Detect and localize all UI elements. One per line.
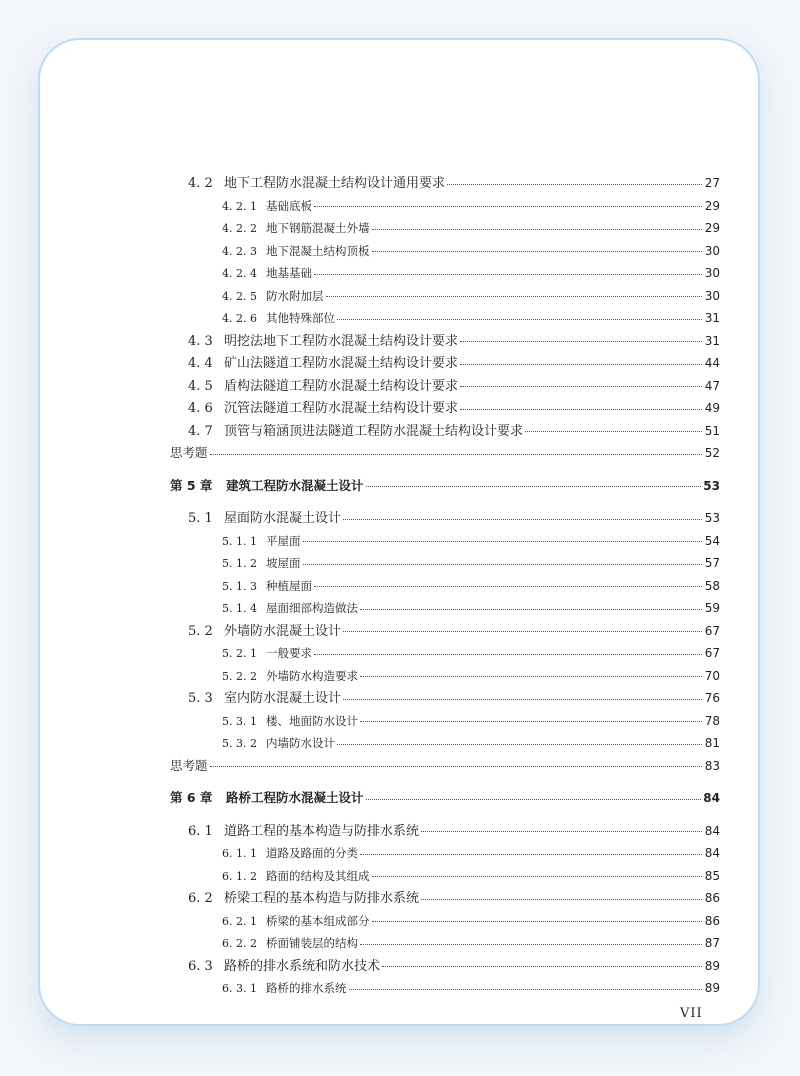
- dot-leader: [314, 206, 702, 207]
- toc-entry-page: 31: [704, 333, 720, 348]
- toc-entry-sub[interactable]: [170, 195, 720, 218]
- toc-entry-number: 4. 5: [188, 378, 213, 394]
- dot-leader: [372, 229, 703, 230]
- toc-entry-page: 30: [704, 243, 720, 258]
- toc-entry-page: 83: [704, 758, 720, 773]
- dot-leader: [343, 631, 702, 632]
- toc-entry-title: 外墙防水构造要求: [266, 668, 358, 683]
- toc-entry-page: 67: [704, 646, 720, 660]
- toc-entry-page: 89: [704, 958, 720, 973]
- toc-entry-title: 其他特殊部位: [266, 311, 335, 325]
- dot-leader: [314, 654, 702, 655]
- dot-leader: [326, 296, 703, 297]
- toc-entry-number: 6. 2. 1: [222, 914, 257, 928]
- toc-entry-number: 6. 3. 1: [222, 982, 257, 995]
- toc-entry-sec[interactable]: [170, 352, 720, 375]
- toc-entry-number: 6. 2. 2: [222, 937, 257, 950]
- toc-entry-number: 5. 1: [188, 511, 213, 526]
- toc-entry-title: 沉管法隧道工程防水混凝土结构设计要求: [224, 401, 459, 416]
- toc-entry-number: 4. 2. 3: [222, 244, 257, 258]
- toc-entry-title: 桥梁工程的基本构造与防排水系统: [224, 891, 420, 906]
- toc-entry-sec[interactable]: [170, 507, 720, 530]
- toc-entry-page: 86: [704, 891, 720, 905]
- toc-entry-title: 路桥工程防水混凝土设计: [226, 790, 364, 805]
- dot-leader: [372, 921, 703, 922]
- dot-leader: [366, 486, 702, 487]
- toc-entry-page: 59: [704, 601, 720, 615]
- dot-leader: [303, 541, 703, 542]
- toc-entry-number: 6. 1: [188, 823, 213, 839]
- toc-entry-title: 外墙防水混凝土设计: [224, 623, 342, 639]
- toc-entry-sub[interactable]: [170, 240, 720, 263]
- dot-leader: [349, 989, 703, 990]
- toc-entry-sec[interactable]: [170, 887, 720, 910]
- toc-entry-sub[interactable]: [170, 910, 720, 933]
- toc-entry-page: 49: [704, 401, 720, 415]
- toc-entry-sec[interactable]: [170, 330, 720, 353]
- toc-entry-title: 内墙防水设计: [266, 736, 335, 750]
- toc-entry-page: 31: [704, 311, 720, 325]
- toc-entry-title: 路桥的排水系统: [266, 981, 347, 995]
- dot-leader: [460, 386, 702, 387]
- dot-leader: [421, 831, 702, 832]
- toc-entry-title: 道路工程的基本构造与防排水系统: [224, 823, 420, 839]
- toc-entry-number: 5. 2. 1: [222, 647, 257, 660]
- toc-entry-title: 防水附加层: [266, 288, 324, 303]
- toc-entry-number: 6. 1. 2: [222, 869, 257, 883]
- dot-leader: [337, 744, 702, 745]
- toc-entry-sub[interactable]: [170, 710, 720, 733]
- toc-entry-page: 52: [704, 446, 720, 460]
- dot-leader: [360, 676, 702, 677]
- toc-entry-title: 坡屋面: [266, 556, 301, 570]
- toc-entry-title: 矿山法隧道工程防水混凝土结构设计要求: [224, 356, 459, 371]
- dot-leader: [314, 586, 702, 587]
- toc-entry-number: 4. 4: [188, 356, 213, 371]
- toc-entry-title: 基础底板: [266, 198, 312, 213]
- toc-entry-page: 29: [704, 198, 720, 213]
- toc-entry-number: 5. 2: [188, 623, 213, 639]
- toc-entry-title: 地下混凝土结构顶板: [266, 243, 370, 258]
- dot-leader: [210, 454, 702, 455]
- toc-entry-number: 4. 2: [188, 176, 213, 191]
- toc-entry-title: 顶管与箱涵顶进法隧道工程防水混凝土结构设计要求: [224, 423, 524, 439]
- dot-leader: [421, 899, 702, 900]
- toc-entry-page: 58: [704, 578, 720, 593]
- toc-entry-page: 67: [704, 623, 720, 638]
- toc-entry-sub[interactable]: [170, 865, 720, 888]
- toc-entry-number: 6. 2: [188, 891, 213, 906]
- toc-entry-page: 89: [704, 981, 720, 995]
- toc-entry-page: 70: [704, 668, 720, 683]
- toc-entry-page: 87: [704, 936, 720, 950]
- toc-entry-number: 5. 1. 4: [222, 602, 257, 615]
- toc-entry-title: 思考题: [170, 757, 208, 773]
- toc-entry-page: 86: [704, 913, 720, 928]
- toc-entry-number: 4. 2. 4: [222, 267, 257, 280]
- toc-entry-title: 一般要求: [266, 646, 312, 660]
- toc-entry-sec[interactable]: [170, 420, 720, 443]
- dot-leader: [360, 609, 702, 610]
- toc-entry-sec[interactable]: [170, 955, 720, 978]
- toc-entry-page: 44: [704, 356, 720, 370]
- toc-entry-number: 6. 3: [188, 958, 213, 974]
- toc-entry-page: 57: [704, 556, 720, 570]
- toc-entry-page: 29: [704, 221, 720, 235]
- toc-entry-title: 平屋面: [266, 533, 301, 548]
- toc-entry-sec[interactable]: [170, 172, 720, 195]
- dot-leader: [343, 519, 702, 520]
- toc-entry-title: 楼、地面防水设计: [266, 713, 358, 728]
- toc-entry-sec[interactable]: [170, 397, 720, 420]
- toc-entry-title: 屋面细部构造做法: [266, 601, 358, 615]
- dot-leader: [360, 944, 702, 945]
- toc-entry-think[interactable]: [170, 442, 720, 465]
- dot-leader: [360, 854, 702, 855]
- toc-entry-sec[interactable]: [170, 375, 720, 398]
- toc-entry-page: 51: [704, 423, 720, 438]
- toc-entry-page: 54: [704, 533, 720, 548]
- toc-entry-number: 4. 6: [188, 401, 213, 416]
- toc-entry-title: 屋面防水混凝土设计: [224, 511, 342, 526]
- toc-entry-sub[interactable]: [170, 932, 720, 955]
- toc-entry-sub[interactable]: [170, 732, 720, 755]
- toc-entry-page: 76: [704, 691, 720, 705]
- dot-leader: [460, 341, 702, 342]
- toc-entry-number: 第 6 章: [170, 790, 213, 805]
- dot-leader: [210, 766, 702, 767]
- toc-entry-sub[interactable]: [170, 285, 720, 308]
- toc-entry-think[interactable]: [170, 755, 720, 778]
- toc-entry-title: 种植屋面: [266, 578, 312, 593]
- toc-entry-number: 4. 7: [188, 423, 213, 439]
- dot-leader: [343, 699, 702, 700]
- dot-leader: [525, 431, 702, 432]
- toc-entry-sub[interactable]: [170, 262, 720, 285]
- dot-leader: [372, 876, 703, 877]
- toc-entry-page: 47: [704, 378, 720, 393]
- toc-entry-page: 84: [704, 823, 720, 838]
- toc-entry-sub[interactable]: [170, 642, 720, 665]
- toc-entry-sub[interactable]: [170, 530, 720, 553]
- toc-entry-sec[interactable]: [170, 687, 720, 710]
- toc-entry-sub[interactable]: [170, 977, 720, 1000]
- toc-entry-title: 室内防水混凝土设计: [224, 691, 342, 706]
- toc-entry-number: 5. 1. 2: [222, 557, 257, 570]
- toc-entry-page: 53: [704, 511, 720, 525]
- toc-entry-title: 路面的结构及其组成: [266, 868, 370, 883]
- toc-entry-number: 5. 3: [188, 691, 213, 706]
- toc-entry-number: 5. 1. 3: [222, 579, 257, 593]
- toc-entry-chapter[interactable]: [170, 787, 720, 810]
- toc-entry-sub[interactable]: [170, 842, 720, 865]
- toc-entry-page: 78: [704, 713, 720, 728]
- dot-leader: [372, 251, 703, 252]
- toc-entry-title: 地下钢筋混凝土外墙: [266, 221, 370, 235]
- toc-entry-page: 30: [704, 266, 720, 280]
- toc-entry-page: 27: [704, 176, 720, 190]
- toc-entry-title: 桥梁的基本组成部分: [266, 913, 370, 928]
- toc-entry-chapter[interactable]: [170, 475, 720, 498]
- dot-leader: [447, 184, 702, 185]
- toc-entry-page: 85: [704, 868, 720, 883]
- toc-entry-sub[interactable]: [170, 665, 720, 688]
- toc-entry-title: 道路及路面的分类: [266, 846, 358, 860]
- toc-entry-title: 明挖法地下工程防水混凝土结构设计要求: [224, 333, 459, 349]
- toc-entry-sec[interactable]: [170, 620, 720, 643]
- toc-entry-sub[interactable]: [170, 575, 720, 598]
- toc-entry-page: 84: [703, 791, 720, 805]
- toc-entry-sub[interactable]: [170, 597, 720, 620]
- page-number-footer: VII: [680, 1006, 703, 1021]
- dot-leader: [366, 799, 702, 800]
- toc-entry-title: 地下工程防水混凝土结构设计通用要求: [224, 176, 446, 191]
- toc-entry-page: 30: [704, 288, 720, 303]
- table-of-contents: [170, 172, 720, 1000]
- toc-entry-number: 5. 3. 2: [222, 737, 257, 750]
- toc-entry-number: 5. 2. 2: [222, 669, 257, 683]
- toc-entry-sub[interactable]: [170, 307, 720, 330]
- dot-leader: [337, 319, 702, 320]
- toc-entry-title: 盾构法隧道工程防水混凝土结构设计要求: [224, 378, 459, 394]
- dot-leader: [360, 721, 702, 722]
- toc-entry-number: 5. 3. 1: [222, 714, 257, 728]
- dot-leader: [303, 564, 703, 565]
- toc-entry-page: 84: [704, 846, 720, 860]
- toc-entry-number: 4. 3: [188, 333, 213, 349]
- toc-entry-page: 53: [703, 478, 720, 493]
- page-card: [38, 38, 760, 1026]
- toc-entry-number: 4. 2. 6: [222, 312, 257, 325]
- toc-entry-title: 思考题: [170, 445, 208, 460]
- dot-leader: [382, 966, 702, 967]
- dot-leader: [460, 409, 702, 410]
- toc-entry-sec[interactable]: [170, 820, 720, 843]
- toc-entry-title: 路桥的排水系统和防水技术: [224, 958, 381, 974]
- toc-entry-number: 4. 2. 1: [222, 199, 257, 213]
- toc-entry-sub[interactable]: [170, 217, 720, 240]
- dot-leader: [314, 274, 702, 275]
- toc-entry-title: 地基基础: [266, 266, 312, 280]
- toc-entry-page: 81: [704, 736, 720, 750]
- toc-entry-number: 4. 2. 5: [222, 289, 257, 303]
- toc-entry-title: 桥面铺装层的结构: [266, 936, 358, 950]
- dot-leader: [460, 364, 702, 365]
- toc-entry-title: 建筑工程防水混凝土设计: [226, 477, 364, 493]
- toc-entry-sub[interactable]: [170, 552, 720, 575]
- toc-entry-number: 6. 1. 1: [222, 847, 257, 860]
- toc-entry-number: 5. 1. 1: [222, 534, 257, 548]
- toc-entry-number: 第 5 章: [170, 477, 213, 493]
- toc-entry-number: 4. 2. 2: [222, 222, 257, 235]
